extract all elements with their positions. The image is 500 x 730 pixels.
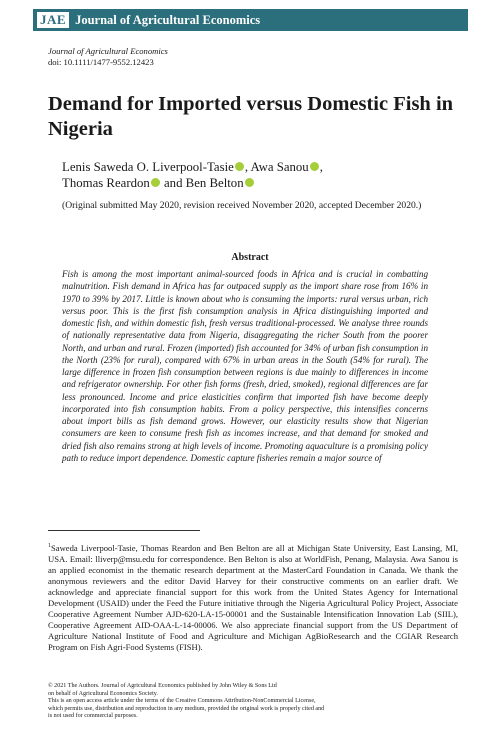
journal-banner (33, 9, 468, 31)
author-name: Lenis Saweda O. Liverpool-Tasie (62, 160, 234, 174)
footnote-divider (48, 530, 200, 531)
license-notice (48, 683, 458, 721)
journal-banner-title: Journal of Agricultural Economics (75, 12, 261, 27)
article-meta (48, 46, 168, 68)
doi-link[interactable]: doi: 10.1111/1477-9552.12423 (48, 57, 154, 67)
orcid-icon[interactable] (151, 178, 160, 187)
footnote-text: Saweda Liverpool-Tasie, Thomas Reardon and Ben Belton are all at Michigan State University, East Lansing, MI, USA. Email: lliverp@msu.edu for correspondence. Ben Belton is also at WorldFish, Penang, Malaysia. Awa Sanou is an applied economist in the thematic research department at the MasterCard Foundation in Canada. We thank the anonymous reviewers and the editor David Harvey for their constructive comments on an earlier draft. We acknowledge and appreciate financial support for this work from the United States Agency for International Development (USAID) under the Feed the Future initiative through the Nigeria Agricultural Policy Project, Associate Cooperative Agreement Number AJD-620-LA-15-00001 and the Sustainable Intensification Innovation Lab (SIIL), Cooperative Agreement AID-OAA-L-14-00006. We also appreciate financial support from the US Department of Agriculture National Institute of Food and Agriculture and Michigan AgBioResearch and the CGIAR Research Program on Fish Agri-Food Systems (FISH). (48, 542, 458, 652)
orcid-icon[interactable] (310, 162, 319, 171)
author-name: Ben Belton (185, 176, 244, 190)
author-list: Lenis Saweda O. Liverpool-Tasie , Awa Sanou , Thomas Reardon and Ben Belton (62, 160, 323, 190)
submission-dates: (Original submitted May 2020, revision received November 2020, accepted December 2020.) (62, 200, 422, 211)
license-line: This is an open access article under the terms of the Creative Commons Attribution-NonCommercial License, (48, 698, 316, 705)
license-line: which permits use, distribution and reproduction in any medium, provided the original work is properly cited and (48, 705, 325, 712)
abstract-text: Fish is among the most important animal-sourced foods in Africa and is crucial in combatting malnutrition. Fish demand in Africa has far outpaced supply as the import share rose from 16% in 1970 to 39% by 2017. Little is known about who is consuming the imports: rural versus urban, rich versus poor. This is the first fish consumption analysis in Africa distinguishing imported and domestic fish, and within domestic fish, fresh versus traditional-processed. We analyse three rounds of nationally representative data from Nigeria, disaggregating the richer South from the poorer North, and urban and rural. Frozen (imported) fish accounted for 34% of urban fish consumption in the North (23% for rural), compared with 67% in urban areas in the South (54% for rural). The large difference in frozen fish consumption between regions is due mainly to differences in income and refrigerator ownership. For other fish forms (fresh, dried, smoked), regional differences are far less pronounced. Income and price elasticities confirm that imported fish have become deeply incorporated into fish consumption habits. From a policy perspective, this intensifies concerns about import bills as fish demand grows. However, our elasticity results show that Nigerian consumers are keen to consume fresh fish as incomes increase, and that demand for smoked and dried fish also remains strong at high levels of income. Promoting aquaculture is a promising policy path to reduce import dependence. Domestic capture fisheries remain a major source of (62, 269, 428, 463)
author-name: Thomas Reardon (62, 176, 150, 190)
abstract-heading: Abstract (231, 252, 269, 263)
footnote-marker: 1 (48, 543, 51, 549)
license-line: on behalf of Agricultural Economics Society. (48, 690, 158, 697)
license-line: is not used for commercial purposes. (48, 713, 138, 720)
author-conjunction: and (163, 176, 183, 190)
orcid-icon[interactable] (245, 178, 254, 187)
journal-name: Journal of Agricultural Economics (48, 46, 168, 56)
article-title: Demand for Imported versus Domestic Fish in Nigeria (48, 93, 454, 140)
author-footnote (48, 541, 458, 653)
journal-logo: JAE (37, 12, 69, 28)
license-line: © 2021 The Authors. Journal of Agricultural Economics published by John Wiley & Sons Ltd (48, 683, 277, 689)
author-name: Awa Sanou (250, 160, 309, 174)
orcid-icon[interactable] (235, 162, 244, 171)
